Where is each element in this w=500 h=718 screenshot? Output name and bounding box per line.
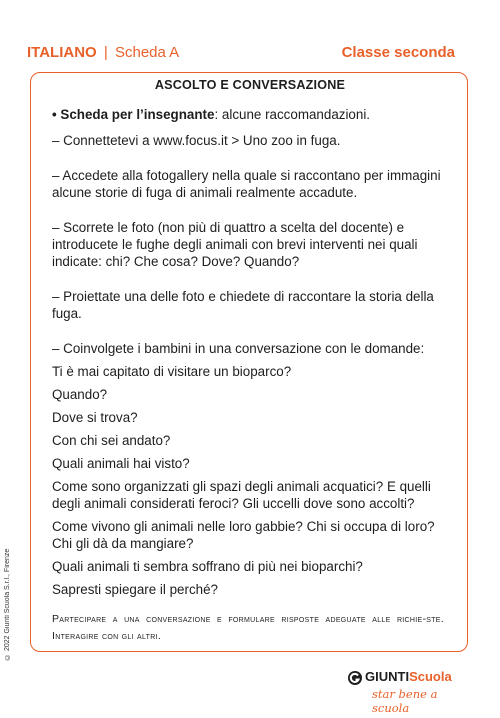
question-item: Dove si trova? [52,410,138,425]
giunti-g-icon [348,671,362,685]
question-item: Quando? [52,387,108,402]
logo-brand-2: Scuola [409,669,452,684]
intro-bold: • Scheda per l’insegnante [52,107,215,122]
connect-suffix: . [336,133,341,148]
connect-line [52,132,442,149]
question-item: Come sono organizzati gli spazi degli animali acquatici? E quelli degli animali considerati feroci? Gli uccelli dove sono accolti? [52,479,431,511]
logo-tagline: star bene a scuola [372,687,438,715]
step-project: – Proiettate una delle foto e chiedete di raccontare la storia della fuga. [52,289,434,321]
intro-line [52,106,442,123]
step-involve: – Coinvolgete i bambini in una conversazione con le domande: [52,341,425,356]
question-item: Ti è mai capitato di visitare un bioparco? [52,364,292,379]
question-item: Quali animali hai visto? [52,456,190,471]
question-item: Quali animali ti sembra soffrano di più nei bioparchi? [52,559,363,574]
question-item: Con chi sei andato? [52,433,171,448]
header-left [27,44,179,61]
copyright-text: © 2022 Giunti Scuola S.r.l., Firenze [4,548,11,660]
card-content [52,106,442,598]
subject-label: ITALIANO [27,44,97,61]
learning-goal: Partecipare a una conversazione e formulare risposte adeguate alle richie-ste. Interagire con gli altri. [52,613,444,642]
sheet-label: Scheda A [114,44,180,61]
connect-link[interactable]: www.focus.it > Uno zoo in fuga [153,133,337,148]
logo-brand: GIUNTI [365,669,410,684]
step-gallery: – Accedete alla fotogallery nella quale si raccontano per immagini alcune storie di fuga di animali realmente accadute. [52,168,441,200]
grade-label: Classe seconda [341,44,455,61]
header-separator: | [103,44,108,61]
step-photos: – Scorrete le foto (non più di quattro a scelta del docente) e introducete le fughe degli animali con brevi interventi nei quali indicate: chi? Che cosa? Dove? Quando? [52,220,418,269]
card-title: ASCOLTO E CONVERSAZIONE [154,78,346,92]
logo-wordmark [365,669,452,684]
giunti-scuola-logo [348,668,468,715]
question-item: Come vivono gli animali nelle loro gabbie? Chi si occupa di loro? Chi gli dà da mangiare? [52,519,435,551]
connect-prefix: – Connettetevi a [52,133,154,148]
intro-rest: : alcune raccomandazioni. [214,107,371,122]
question-item: Sapresti spiegare il perché? [52,582,218,597]
